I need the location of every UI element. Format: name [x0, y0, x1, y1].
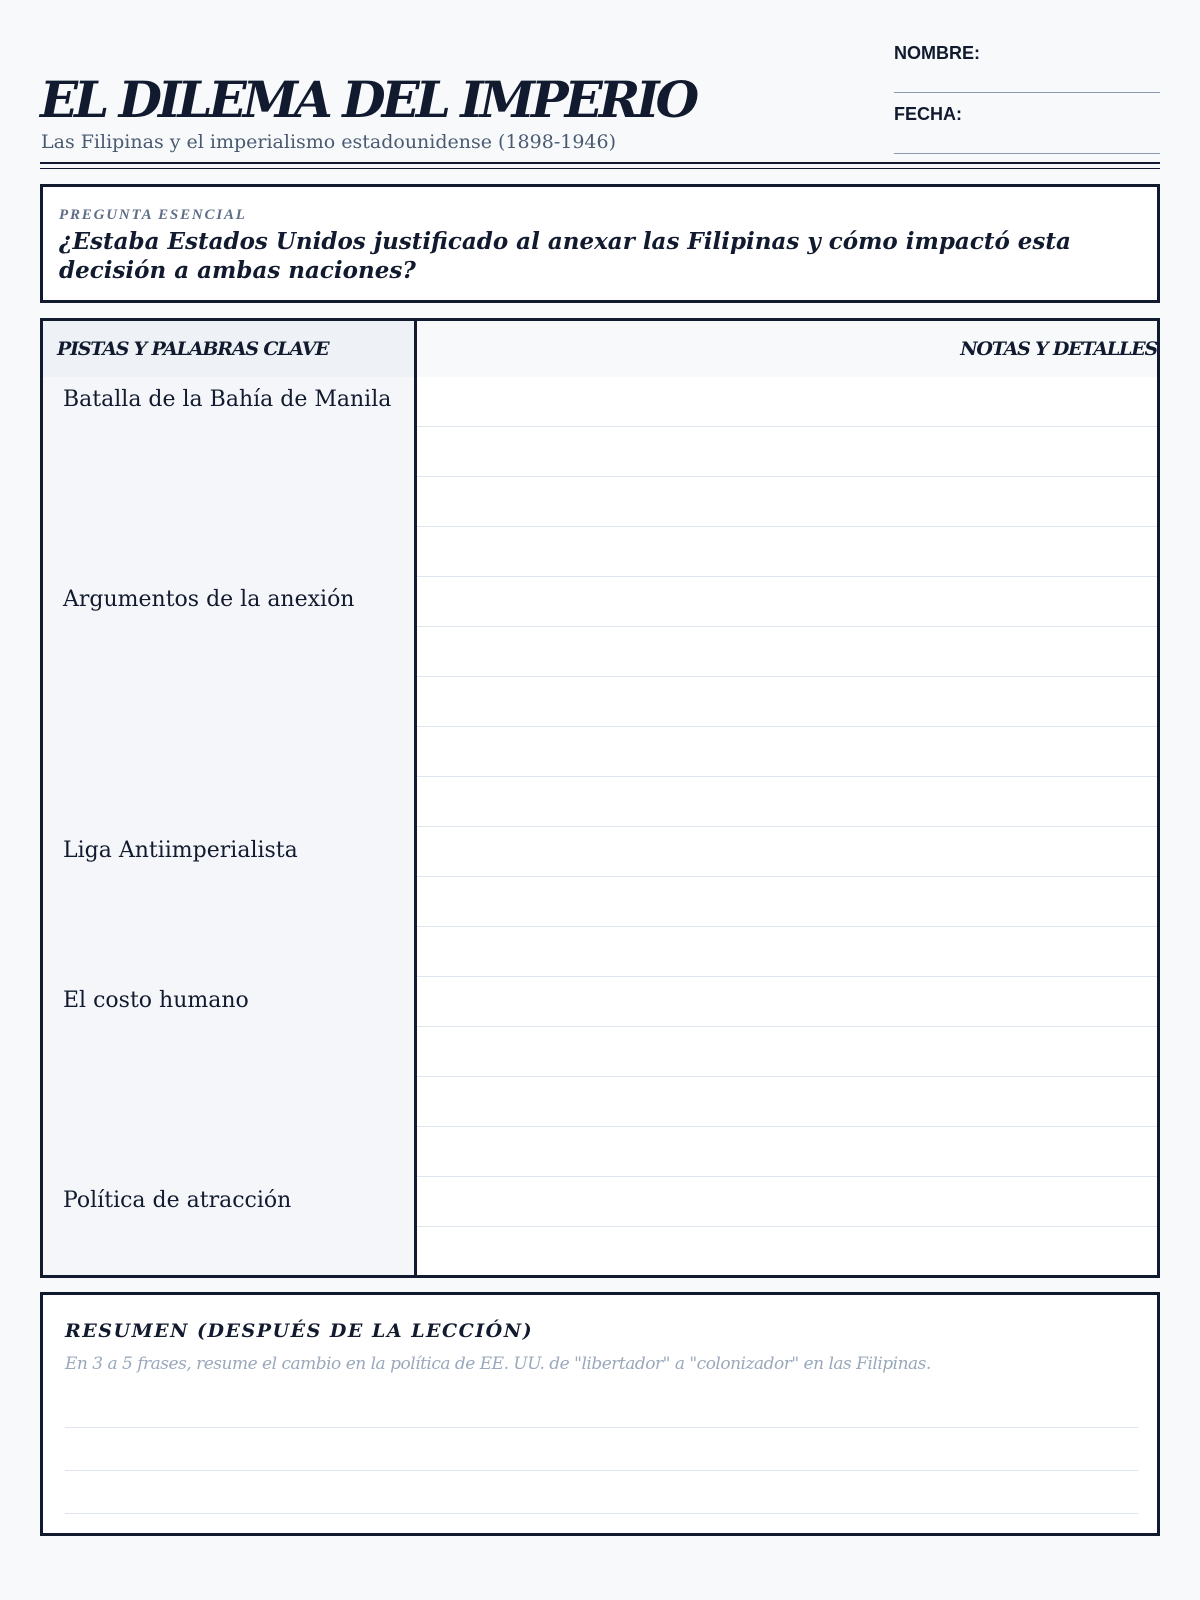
summary-line[interactable]	[65, 1427, 1138, 1428]
note-line[interactable]	[417, 626, 1157, 627]
note-line[interactable]	[417, 926, 1157, 927]
summary-line[interactable]	[65, 1513, 1138, 1514]
summary-box	[40, 1292, 1160, 1536]
worksheet-subtitle: Las Filipinas y el imperialismo estadounidense (1898-1946)	[41, 131, 617, 153]
note-line[interactable]	[417, 1076, 1157, 1077]
summary-label: RESUMEN (DESPUÉS DE LA LECCIÓN)	[65, 1320, 534, 1342]
cues-header	[43, 321, 414, 377]
header-divider-thin	[40, 168, 1160, 169]
cue-item: Batalla de la Bahía de Manila	[63, 387, 392, 412]
worksheet-title: EL DILEMA DEL IMPERIO	[40, 70, 696, 129]
note-line[interactable]	[417, 476, 1157, 477]
essential-question-text: ¿Estaba Estados Unidos justificado al anexar las Filipinas y cómo impactó esta decisión a ambas naciones?	[59, 228, 1071, 284]
note-line[interactable]	[417, 1176, 1157, 1177]
note-line[interactable]	[417, 1026, 1157, 1027]
cue-item: Argumentos de la anexión	[63, 587, 355, 612]
note-line[interactable]	[417, 726, 1157, 727]
note-line[interactable]	[417, 426, 1157, 427]
cornell-notes-table	[40, 318, 1160, 1278]
cue-item: El costo humano	[63, 988, 249, 1013]
note-line[interactable]	[417, 776, 1157, 777]
name-label: NOMBRE:	[894, 43, 980, 63]
cues-column	[43, 321, 417, 1275]
essential-question-label: PREGUNTA ESENCIAL	[59, 207, 247, 223]
note-line[interactable]	[417, 676, 1157, 677]
note-line[interactable]	[417, 1126, 1157, 1127]
summary-instructions: En 3 a 5 frases, resume el cambio en la política de EE. UU. de "libertador" a "colonizador" en las Filipinas.	[65, 1354, 931, 1374]
cue-item: Política de atracción	[63, 1188, 292, 1213]
summary-line[interactable]	[65, 1470, 1138, 1471]
note-line[interactable]	[417, 876, 1157, 877]
worksheet-header	[40, 40, 1160, 170]
note-line[interactable]	[417, 526, 1157, 527]
cue-item: Liga Antiimperialista	[63, 838, 298, 863]
header-divider	[40, 162, 1160, 164]
date-field[interactable]	[894, 101, 1160, 154]
name-field[interactable]	[894, 40, 1160, 93]
notes-header-label: NOTAS Y DETALLES	[960, 338, 1157, 360]
note-line[interactable]	[417, 1226, 1157, 1227]
notes-header	[417, 321, 1157, 377]
cues-header-label: PISTAS Y PALABRAS CLAVE	[57, 338, 329, 360]
note-line[interactable]	[417, 826, 1157, 827]
date-label: FECHA:	[894, 104, 962, 124]
note-line[interactable]	[417, 976, 1157, 977]
essential-question-box	[40, 184, 1160, 303]
note-line[interactable]	[417, 576, 1157, 577]
